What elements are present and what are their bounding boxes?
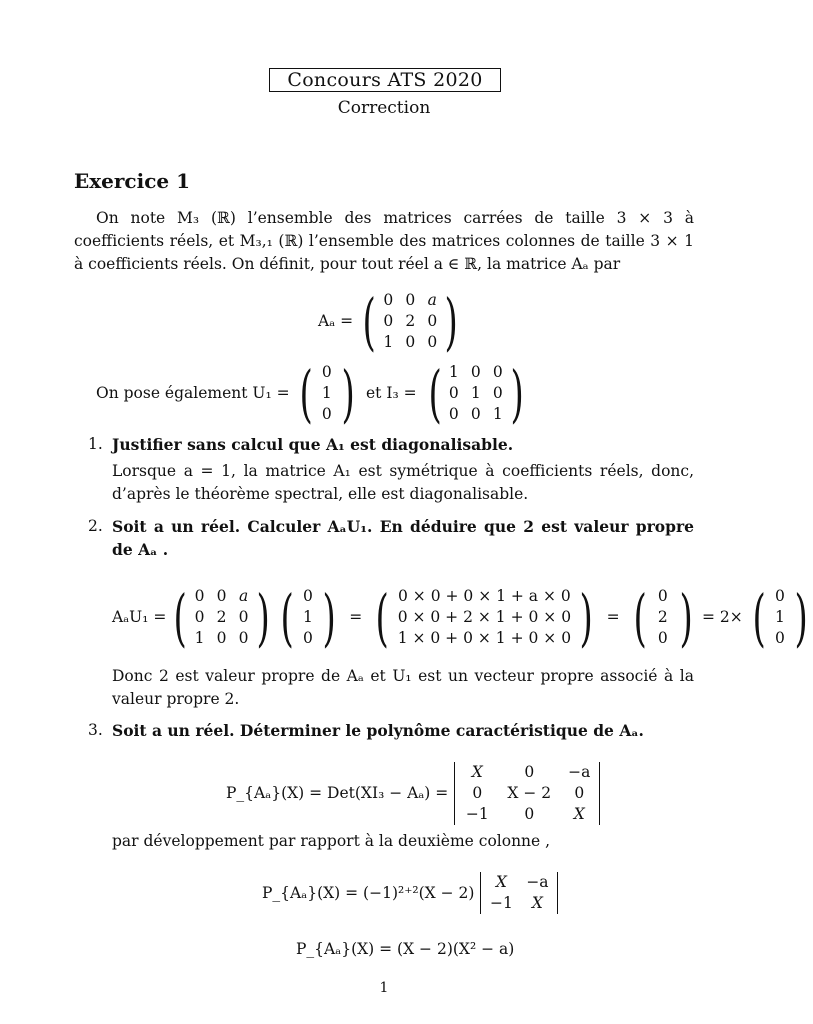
- matrix-i3-cell: 0: [492, 363, 503, 381]
- matrix-i3-cell: 0: [470, 405, 481, 423]
- q2-vector-u1-cell: 1: [303, 608, 313, 626]
- document-subtitle: Correction: [337, 98, 431, 118]
- matrix-a-cell: 0: [383, 291, 394, 309]
- q2-matrix-a-cell: 1: [194, 629, 205, 647]
- document-title: Concours ATS 2020: [269, 68, 501, 92]
- pose-text: On pose également U₁ =: [96, 384, 290, 402]
- q3-det2: [480, 872, 558, 914]
- q3-det3-cell: 0: [524, 763, 535, 781]
- q3-det3-cell: 0: [472, 784, 483, 802]
- q3-det3-cell: X: [471, 763, 483, 781]
- q2-vector-u1-again-cell: 0: [775, 629, 785, 647]
- matrix-i3: ( 1 0 0 0 1 0 0 0 1 ): [428, 356, 524, 430]
- q3-lhs2: P_{Aₐ}(X) = (−1)²⁺²(X − 2): [262, 883, 475, 902]
- q2-matrix-a-cell: 2: [216, 608, 227, 626]
- vector-u1: ( 0 1 0 ): [299, 356, 355, 430]
- et-i3-label: et I₃ =: [366, 384, 417, 402]
- q1-title: Justifier sans calcul que A₁ est diagonalisable.: [112, 435, 514, 454]
- q2-result-cell: 2: [657, 608, 668, 626]
- q3-det3-cell: X: [573, 805, 585, 823]
- q2-result: ( 0 2 0 ): [633, 580, 693, 654]
- q3-number: 3.: [88, 721, 103, 739]
- q3-det2-cell: X: [531, 894, 543, 912]
- q2-times-two: = 2×: [702, 608, 743, 626]
- q3-det3-cell: X − 2: [507, 784, 552, 802]
- q3-det3-cell: −a: [568, 763, 591, 781]
- matrix-a: ( 0 0 a 0 2 0 1 0 0 ): [362, 284, 459, 358]
- q2-lhs: AₐU₁ =: [112, 608, 167, 626]
- q1-answer: Lorsque a = 1, la matrice A₁ est symétrique à coefficients réels, donc, d’après le théorème spectral, elle est diagonalisable.: [112, 462, 694, 503]
- intro-paragraph: On note M₃ (ℝ) l’ensemble des matrices carrées de taille 3 × 3 à coefficients réels, et M₃,₁ (ℝ) l’ensemble des matrices colonnes de taille 3 × 1 à coefficients réels. On définit, pour tout réel a ∈ ℝ, la matrice Aₐ par: [74, 209, 694, 273]
- q2-product-cell: 1 × 0 + 0 × 1 + 0 × 0: [397, 629, 572, 647]
- q3-det3-cell: 0: [574, 784, 585, 802]
- matrix-a-definition: [318, 284, 464, 358]
- q2-vector-u1-cell: 0: [303, 629, 313, 647]
- q1-number: 1.: [88, 435, 103, 453]
- q3-expansion: [262, 872, 558, 914]
- q3-lhs: P_{Aₐ}(X) = Det(XI₃ − Aₐ) =: [226, 784, 449, 802]
- matrix-a-cell: 2: [405, 312, 416, 330]
- q2-matrix-a: ( 0 0 a 0 2 0 1 0 0 ): [173, 580, 270, 654]
- q2-product-cell: 0 × 0 + 2 × 1 + 0 × 0: [397, 608, 572, 626]
- matrix-i3-cell: 0: [448, 384, 459, 402]
- q2-number: 2.: [88, 517, 103, 535]
- matrix-i3-cell: 0: [448, 405, 459, 423]
- matrix-a-label: Aₐ =: [318, 312, 354, 330]
- matrix-a-cell: 1: [383, 333, 394, 351]
- q3-det2-cell: −1: [490, 894, 513, 912]
- matrix-a-cell: a: [427, 291, 437, 309]
- matrix-a-cell: 0: [405, 291, 416, 309]
- q3-det3-cell: −1: [465, 805, 489, 823]
- q2-result-cell: 0: [657, 629, 668, 647]
- q2-result-cell: 0: [657, 587, 668, 605]
- q3-det3-cell: 0: [524, 805, 535, 823]
- q2-vector-u1: ( 0 1 0 ): [280, 580, 336, 654]
- q3-title: Soit a un réel. Déterminer le polynôme caractéristique de Aₐ.: [112, 721, 644, 740]
- q2-products: ( 0 × 0 + 0 × 1 + a × 0 0 × 0 + 2 × 1 + 0 × 0 1 × 0 + 0 × 1 + 0 × 0 ): [375, 580, 594, 654]
- q2-matrix-a-cell: 0: [238, 629, 249, 647]
- q3-determinant: [226, 762, 600, 825]
- matrix-a-cell: 0: [427, 333, 438, 351]
- matrix-i3-cell: 0: [492, 384, 503, 402]
- q2-vector-u1-again-cell: 0: [775, 587, 785, 605]
- u1-i3-definition: [96, 356, 529, 430]
- q2-vector-u1-cell: 0: [303, 587, 313, 605]
- q2-vector-u1-again: ( 0 1 0 ): [752, 580, 808, 654]
- matrix-i3-cell: 1: [470, 384, 481, 402]
- q2-computation: AₐU₁ = ( 0 0 a 0 2 0 1 0 0 ) ( 0 1 0 ) = ( 0 × 0 + 0 × 1 + a × 0 0 × 0 + 2 × 1 + 0 × 0 1 × 0 + 0 × 1 + 0 × 0 ) = ( 0 2 0 ) = 2× ( 0 1 0 ): [112, 586, 813, 649]
- q2-matrix-a-cell: 0: [194, 608, 205, 626]
- q2-matrix-a-cell: 0: [216, 629, 227, 647]
- q3-det3: [454, 762, 600, 825]
- q3-development-text: par développement par rapport à la deuxième colonne ,: [112, 832, 551, 850]
- q2-matrix-a-cell: a: [238, 587, 249, 605]
- q3-final-result: P_{Aₐ}(X) = (X − 2)(X² − a): [296, 940, 515, 958]
- page-number: 1: [379, 980, 389, 996]
- q2-matrix-a-cell: 0: [194, 587, 205, 605]
- matrix-i3-cell: 1: [492, 405, 503, 423]
- matrix-a-cell: 0: [405, 333, 416, 351]
- exercise-heading: Exercice 1: [74, 169, 190, 193]
- matrix-a-cell: 0: [383, 312, 394, 330]
- matrix-i3-cell: 1: [448, 363, 459, 381]
- q3-det2-cell: X: [495, 873, 507, 891]
- q2-matrix-a-cell: 0: [238, 608, 249, 626]
- matrix-a-cell: 0: [427, 312, 438, 330]
- q2-answer: Donc 2 est valeur propre de Aₐ et U₁ est un vecteur propre associé à la valeur propre 2.: [112, 667, 694, 708]
- q3-det2-cell: −a: [526, 873, 549, 891]
- vector-u1-cell: 0: [321, 363, 332, 381]
- matrix-a-cells: [381, 290, 439, 353]
- q2-title: Soit a un réel. Calculer AₐU₁. En déduire que 2 est valeur propre de Aₐ .: [112, 517, 694, 559]
- vector-u1-cell: 0: [321, 405, 332, 423]
- matrix-i3-cell: 0: [470, 363, 481, 381]
- vector-u1-cell: 1: [321, 384, 332, 402]
- q2-matrix-a-cell: 0: [216, 587, 227, 605]
- q2-vector-u1-again-cell: 1: [775, 608, 785, 626]
- q2-product-cell: 0 × 0 + 0 × 1 + a × 0: [398, 587, 571, 605]
